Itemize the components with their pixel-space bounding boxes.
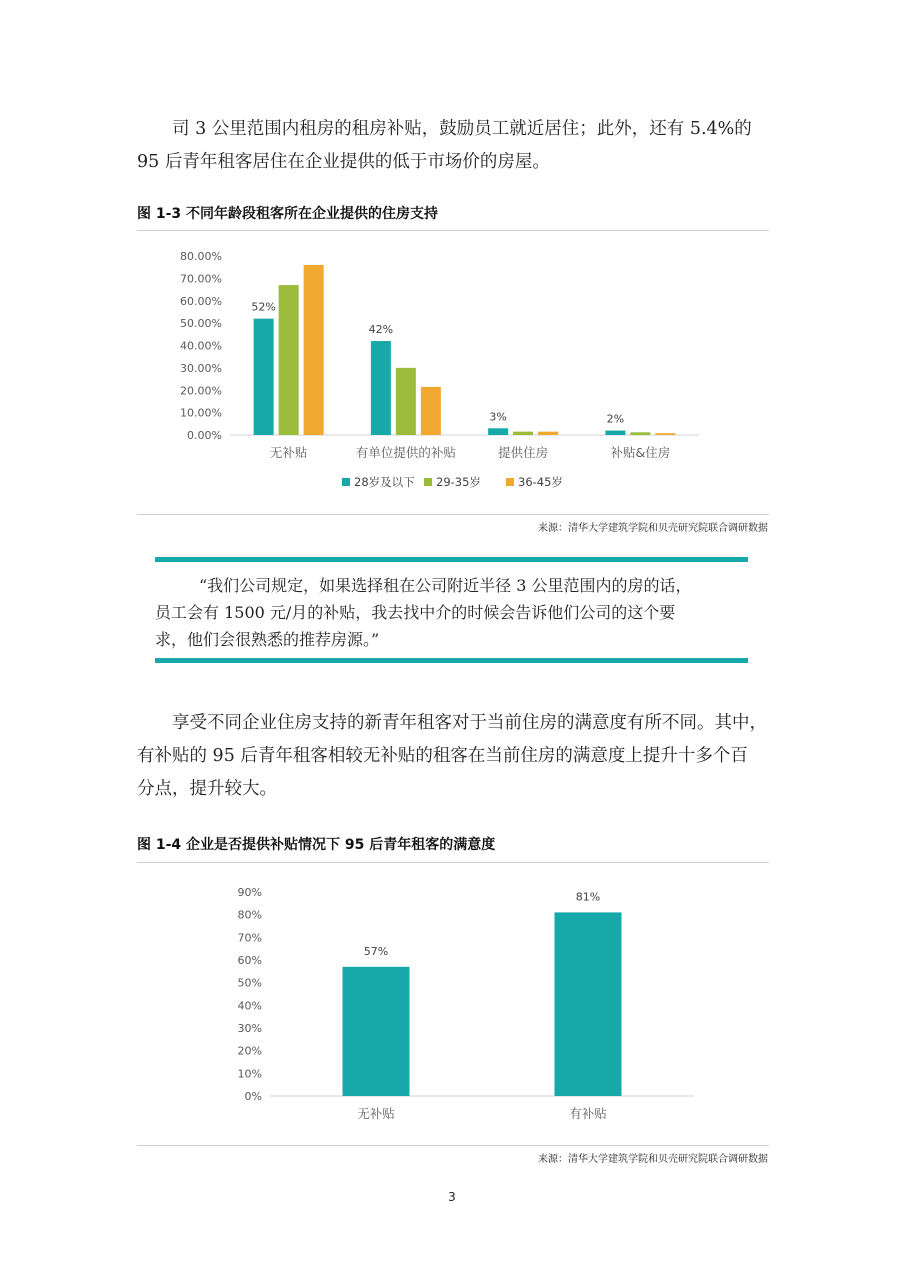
category-label: 有单位提供的补贴 — [355, 445, 456, 460]
second-line-1: 享受不同企业住房支持的新青年租客对于当前住房的满意度有所不同。其中， — [172, 713, 767, 733]
y-tick-label: 20.00% — [180, 384, 222, 398]
y-tick-label: 30% — [237, 1022, 262, 1035]
bar — [343, 967, 410, 1096]
bar — [488, 428, 508, 435]
bar — [538, 432, 558, 435]
y-tick-label: 50% — [237, 976, 262, 990]
quote-block — [155, 572, 748, 653]
y-tick-label: 0.00% — [187, 429, 222, 442]
y-tick-label: 60.00% — [180, 294, 222, 308]
y-tick-label: 0% — [244, 1090, 262, 1103]
y-tick-label: 10% — [237, 1067, 262, 1081]
quote-top-bar — [155, 557, 748, 562]
legend-label: 29-35岁 — [436, 475, 481, 489]
y-tick-label: 80.00% — [180, 250, 222, 263]
bar — [254, 319, 274, 435]
y-tick-label: 50.00% — [180, 317, 222, 331]
legend-swatch — [506, 478, 514, 486]
y-tick-label: 80% — [237, 908, 262, 922]
bar — [396, 368, 416, 435]
figure-1-top-rule — [137, 230, 769, 231]
data-label: 57% — [363, 944, 389, 958]
second-line-3: 分点，提升较大。 — [137, 779, 277, 799]
quote-line-3: 求，他们会很熟悉的推荐房源。” — [155, 630, 380, 649]
figure-2-source: 来源：清华大学建筑学院和贝壳研究院联合调研数据 — [538, 1154, 768, 1165]
y-tick-label: 60% — [237, 954, 262, 967]
intro-paragraph — [137, 113, 769, 179]
bar — [555, 912, 622, 1096]
y-tick-label: 90% — [237, 886, 262, 899]
y-tick-label: 10.00% — [180, 406, 222, 420]
figure-2-top-rule — [137, 862, 769, 863]
legend-swatch — [424, 478, 432, 486]
quote-line-1: “我们公司规定，如果选择租在公司附近半径 3 公里范围内的房的话， — [199, 576, 692, 595]
second-line-2: 有补贴的 95 后青年租客相较无补贴的租客在当前住房的满意度上提升十多个百 — [137, 746, 748, 766]
data-label: 2% — [606, 412, 625, 426]
y-tick-label: 40.00% — [180, 339, 222, 353]
category-label: 无补贴 — [269, 445, 308, 460]
data-label: 52% — [251, 300, 276, 314]
figure-1-chart — [137, 238, 769, 508]
legend-label: 28岁及以下 — [354, 475, 415, 489]
bar — [630, 432, 650, 435]
category-label: 补贴&住房 — [610, 445, 671, 460]
bar — [513, 432, 533, 435]
quote-bottom-bar — [155, 658, 748, 663]
legend-label: 36-45岁 — [518, 475, 563, 489]
intro-line-1: 司 3 公里范围内租房的租房补贴，鼓励员工就近居住；此外，还有 5.4%的 — [172, 119, 752, 139]
bar — [655, 433, 675, 435]
figure-2-bottom-rule — [137, 1145, 769, 1146]
figure-1-source: 来源：清华大学建筑学院和贝壳研究院联合调研数据 — [538, 523, 768, 534]
y-tick-label: 70% — [237, 931, 262, 945]
category-label: 提供住房 — [498, 445, 549, 460]
intro-line-2: 95 后青年租客居住在企业提供的低于市场价的房屋。 — [137, 152, 550, 172]
legend-swatch — [342, 478, 350, 486]
figure-1-bottom-rule — [137, 514, 769, 515]
y-tick-label: 30.00% — [180, 361, 222, 375]
bar — [605, 431, 625, 435]
category-label: 无补贴 — [357, 1106, 395, 1121]
figure-2-title: 图 1-4 企业是否提供补贴情况下 95 后青年租客的满意度 — [137, 837, 496, 853]
bar — [421, 387, 441, 435]
y-tick-label: 40% — [237, 999, 262, 1013]
second-paragraph — [137, 707, 769, 806]
quote-line-2: 员工会有 1500 元/月的补贴，我去找中介的时候会告诉他们公司的这个要 — [155, 603, 676, 622]
bar — [279, 285, 299, 435]
data-label: 81% — [575, 890, 601, 904]
figure-1-title: 图 1-3 不同年龄段租客所在企业提供的住房支持 — [137, 206, 439, 222]
bar — [371, 341, 391, 435]
bar — [304, 265, 324, 435]
figure-2-chart — [137, 870, 769, 1135]
y-tick-label: 20% — [237, 1044, 262, 1058]
page-number: 3 — [448, 1190, 456, 1204]
category-label: 有补贴 — [569, 1106, 607, 1121]
data-label: 42% — [368, 323, 394, 337]
data-label: 3% — [489, 410, 507, 424]
y-tick-label: 70.00% — [180, 272, 222, 286]
